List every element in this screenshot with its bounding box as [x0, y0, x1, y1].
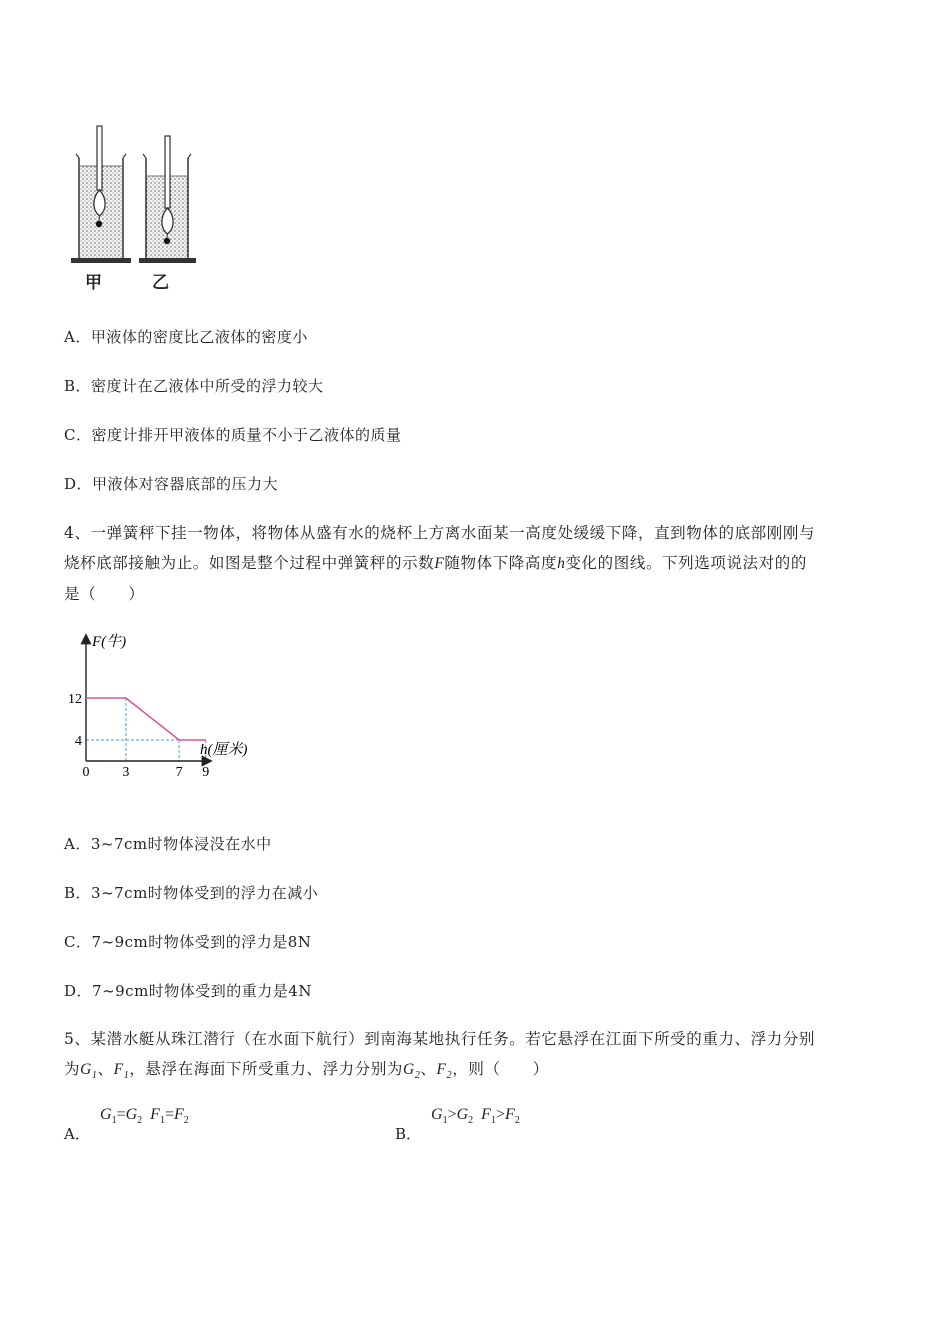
option-letter: C．: [64, 426, 92, 444]
force-line: [86, 698, 206, 740]
option-letter: B．: [64, 377, 92, 395]
hydrometer-figure: [62, 118, 202, 298]
option-text: 3~7cm时物体浸没在水中: [90, 835, 272, 853]
q4-line-3: 是（ ）: [64, 585, 145, 603]
var-h: h: [557, 555, 566, 572]
q4-line-2: 烧杯底部接触为止。如图是整个过程中弹簧秤的示数F随物体下降高度h变化的图线。下列选项说法对的的: [64, 554, 807, 572]
q4-option-d[interactable]: [64, 980, 312, 1001]
var-f: F: [434, 555, 445, 572]
option-letter: D．: [64, 475, 93, 493]
q4-option-c[interactable]: [64, 931, 311, 952]
x-tick-label: 9: [202, 765, 210, 780]
option-text: 甲液体对容器底部的压力大: [92, 475, 279, 493]
option-text: 密度计在乙液体中所受的浮力较大: [91, 377, 324, 395]
q4-option-a[interactable]: [64, 833, 272, 854]
label-jia: 甲: [85, 273, 102, 293]
option-text: 甲液体的密度比乙液体的密度小: [90, 328, 308, 346]
q5-option-b[interactable]: [395, 1106, 695, 1146]
x-axis-label: h(厘米): [200, 742, 248, 758]
option-letter: D．: [64, 982, 93, 1000]
x-tick-label: 3: [122, 765, 130, 780]
option-text: 密度计排开甲液体的质量不小于乙液体的质量: [91, 426, 402, 444]
force-height-chart: [62, 628, 262, 788]
option-letter: A．: [64, 328, 91, 346]
q5-option-a[interactable]: [64, 1106, 364, 1146]
cylinder-jia: [71, 126, 131, 263]
q3-option-d[interactable]: [64, 473, 278, 494]
q5-line-1: 5、某潜水艇从珠江潜行（在水面下航行）到南海某地执行任务。若它悬浮在江面下所受的重力、浮力分别: [64, 1030, 816, 1048]
q5-stem: [64, 1024, 886, 1091]
q5-line-2: 为$G_1$、$F_1$，悬浮在海面下所受重力、浮力分别为$G_2$、$F_2$，则（ ）: [64, 1060, 549, 1082]
option-formula: $G_1>G_2$ $F_1>F_2$: [431, 1106, 520, 1127]
option-letter: A．: [64, 835, 91, 853]
q4-stem: [64, 518, 886, 609]
y-tick-label: 4: [75, 734, 82, 749]
option-text: 3~7cm时物体受到的浮力在减小: [91, 884, 319, 902]
q4-option-b[interactable]: [64, 882, 318, 903]
option-letter: C．: [64, 933, 92, 951]
option-text: 7~9cm时物体受到的浮力是8N: [91, 933, 312, 951]
q3-option-a[interactable]: [64, 326, 308, 347]
label-yi: 乙: [152, 273, 169, 293]
q4-line-1: 4、一弹簧秤下挂一物体，将物体从盛有水的烧杯上方离水面某一高度处缓缓下降，直到物体的底部刚刚与: [64, 524, 816, 542]
q3-option-c[interactable]: [64, 424, 402, 445]
y-tick-label: 12: [68, 692, 82, 707]
option-text: 7~9cm时物体受到的重力是4N: [92, 982, 312, 1000]
y-axis-label: F(牛): [92, 634, 127, 650]
cylinder-yi: [139, 136, 196, 263]
option-letter: B．: [64, 884, 92, 902]
option-formula: $G_1=G_2$ $F_1=F_2$: [100, 1106, 189, 1127]
x-tick-label: 7: [175, 765, 183, 780]
option-letter: A．: [64, 1125, 90, 1143]
q3-option-b[interactable]: [64, 375, 324, 396]
option-letter: B．: [395, 1125, 422, 1143]
x-tick-label: 0: [82, 765, 90, 780]
